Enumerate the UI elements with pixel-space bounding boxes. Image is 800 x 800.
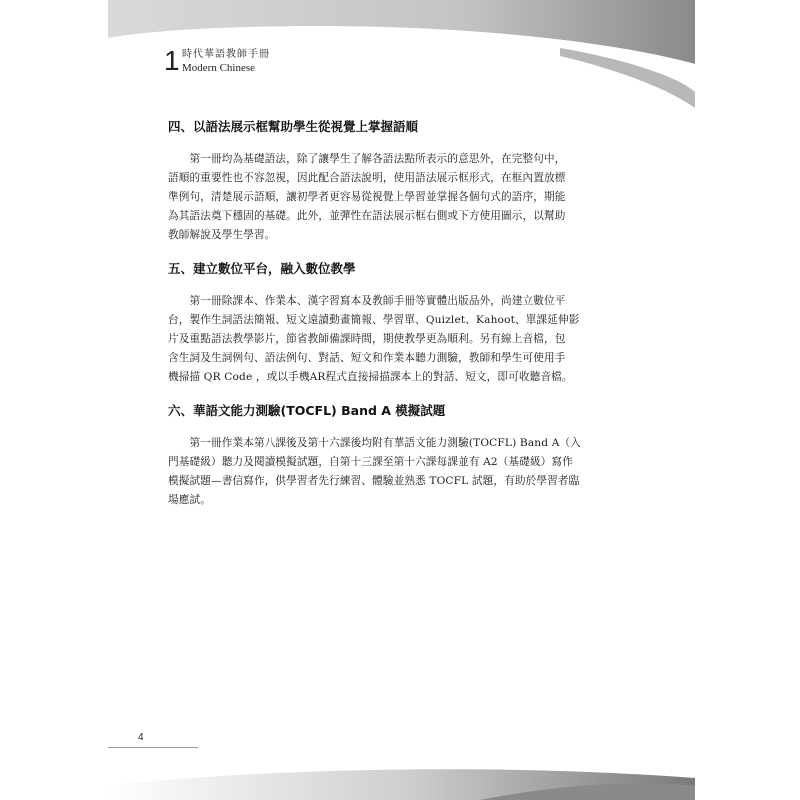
text-line: 模擬試題—書信寫作，供學習者先行練習、體驗並熟悉 TOCFL 試題，有助於學習者臨: [168, 475, 580, 487]
header-titles: [182, 48, 382, 75]
text-line: 為其語法奠下穩固的基礎。此外，並彈性在語法展示框右側或下方使用圖示，以幫助: [168, 210, 566, 222]
text-line: 第一冊均為基礎語法，除了讓學生了解各語法點所表示的意思外，在完整句中，: [168, 153, 566, 165]
text-line: 第一冊除課本、作業本、漢字習寫本及教師手冊等實體出版品外，尚建立數位平: [168, 295, 566, 307]
text-line: 第一冊作業本第八課後及第十六課後均附有華語文能力測驗(TOCFL) Band A（入: [168, 437, 582, 449]
section-heading: 五、建立數位平台，融入數位教學: [168, 261, 356, 276]
text-line: 含生詞及生詞例句、語法例句、對話、短文和作業本聽力測驗，教師和學生可使用手: [168, 352, 566, 364]
text-line: 場應試。: [168, 494, 211, 506]
main-content: [168, 118, 633, 525]
section-digital-platform: [168, 260, 633, 387]
section-heading: 四、以語法展示框幫助學生從視覺上掌握語順: [168, 119, 419, 134]
section-heading: 六、華語文能力測驗(TOCFL) Band A 模擬試題: [168, 403, 446, 418]
text-line: 機掃描 QR Code ，或以手機AR程式直接掃描課本上的對話、短文，即可收聽音檔。: [168, 371, 573, 383]
chapter-number: 1: [164, 45, 180, 76]
book-title-chinese: 時代華語教師手冊: [182, 49, 270, 60]
section-body: [168, 434, 633, 510]
text-line: 台，製作生詞語法簡報、短文遠讀動畫簡報、學習單、Quizlet、Kahoot、單課延伸影: [168, 314, 580, 326]
section-body: [168, 292, 633, 387]
text-line: 片及重點語法教學影片，節省教師備課時間，期使教學更為順利。另有線上音檔，包: [168, 333, 566, 345]
text-line: 門基礎級）聽力及閱讀模擬試題，自第十三課至第十六課每課並有 A2（基礎級）寫作: [168, 456, 573, 468]
text-line: 教師解說及學生學習。: [168, 229, 276, 241]
book-title-english: Modern Chinese: [182, 62, 256, 74]
footer-rule: [108, 747, 198, 748]
section-grammar-box: [168, 118, 633, 245]
section-body: [168, 150, 633, 245]
section-tocfl: [168, 402, 633, 510]
page-number: 4: [138, 732, 144, 743]
text-line: 準例句，清楚展示語順，讓初學者更容易從視覺上學習並掌握各個句式的語序，期能: [168, 191, 566, 203]
text-line: 語順的重要性也不容忽視，因此配合語法說明，使用語法展示框形式，在框內置放標: [168, 172, 566, 184]
